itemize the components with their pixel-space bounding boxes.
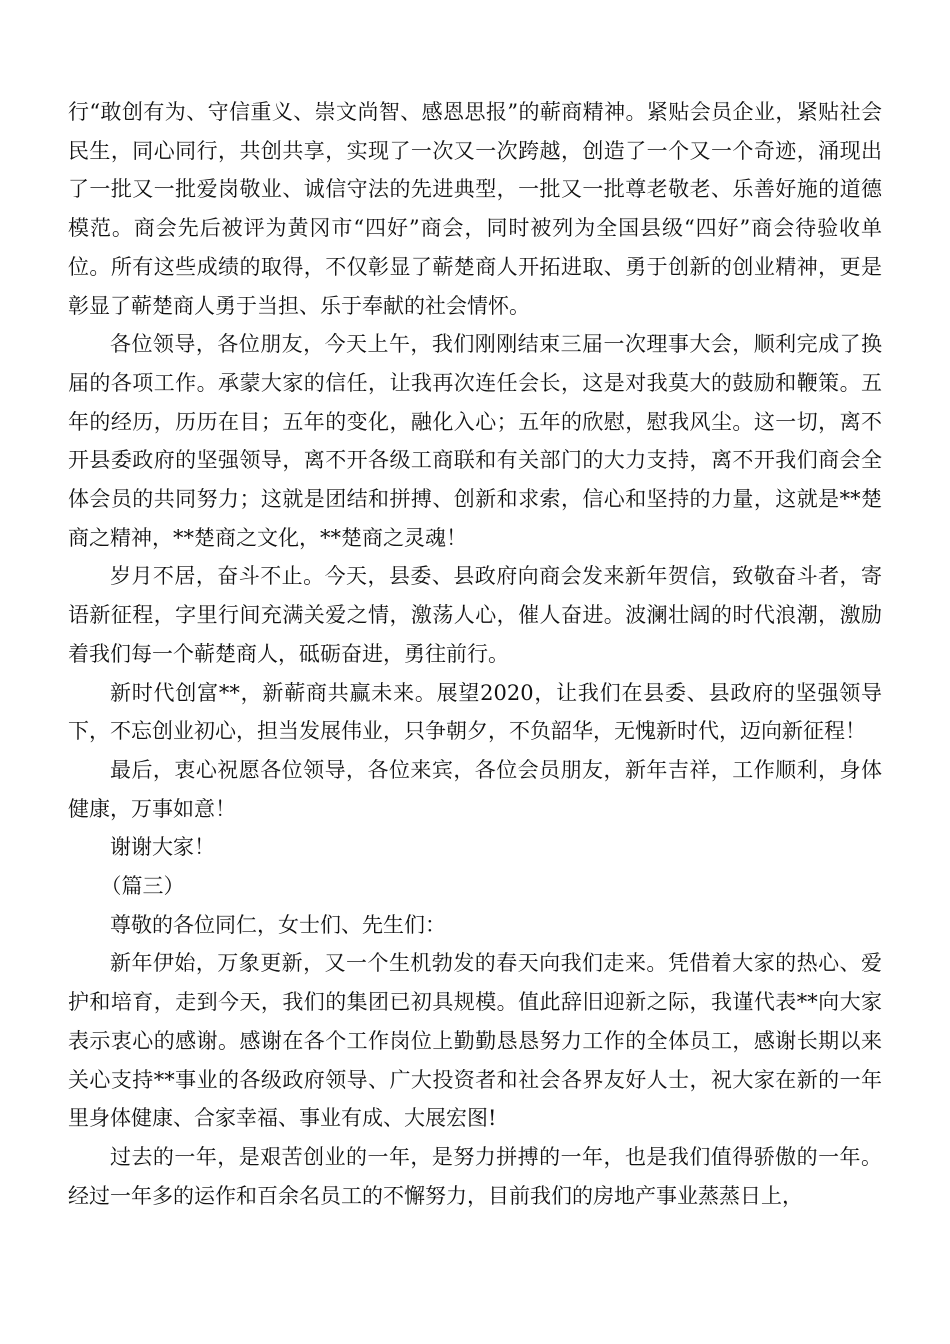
paragraph-thanks: 谢谢大家！ [110,835,215,860]
document-body [68,93,882,1215]
paragraph-salutation: 尊敬的各位同仁，女士们、先生们： [110,912,446,937]
paragraph-past-year: 过去的一年，是艰苦创业的一年，是努力拼搏的一年，也是我们值得骄傲的一年。经过一年多的运作和百余名员工的不懈努力，目前我们的房地产事业蒸蒸日上， [68,1144,882,1208]
paragraph-wishes: 最后，衷心祝愿各位领导，各位来宾，各位会员朋友，新年吉祥，工作顺利，身体健康，万事如意！ [68,757,882,821]
paragraph-new-era: 新时代创富**，新蕲商共赢未来。展望2020，让我们在县委、县政府的坚强领导下，不忘创业初心，担当发展伟业，只争朝夕，不负韶华，无愧新时代，迈向新征程！ [68,680,882,744]
paragraph-continued: 行“敢创有为、守信重义、崇文尚智、感恩思报”的蕲商精神。紧贴会员企业，紧贴社会民生，同心同行，共创共享，实现了一次又一次跨越，创造了一个又一个奇迹，涌现出了一批又一批爱岗敬业、诚信守法的先进典型，一批又一批尊老敬老、乐善好施的道德模范。商会先后被评为黄冈市“四好”商会，同时被列为全国县级“四好”商会待验收单位。所有这些成绩的取得，不仅彰显了蕲楚商人开拓进取、勇于创新的创业精神，更是彰显了蕲楚商人勇于当担、乐于奉献的社会情怀。 [68,100,882,318]
section-heading: （篇三） [100,874,185,899]
paragraph-new-year: 新年伊始，万象更新，又一个生机勃发的春天向我们走来。凭借着大家的热心、爱护和培育，走到今天，我们的集团已初具规模。值此辞旧迎新之际，我谨代表**向大家表示衷心的感谢。感谢在各个工作岗位上勤勤恳恳努力工作的全体员工，感谢长期以来关心支持**事业的各级政府领导、广大投资者和社会各界友好人士，祝大家在新的一年里身体健康、合家幸福、事业有成、大展宏图! [68,951,882,1131]
paragraph-years-struggle: 岁月不居，奋斗不止。今天，县委、县政府向商会发来新年贺信，致敬奋斗者，寄语新征程，字里行间充满关爱之情，激荡人心，催人奋进。波澜壮阔的时代浪潮，激励着我们每一个蕲楚商人，砥砺奋进，勇往前行。 [68,564,882,666]
paragraph-leaders-friends: 各位领导，各位朋友，今天上午，我们刚刚结束三届一次理事大会，顺利完成了换届的各项工作。承蒙大家的信任，让我再次连任会长，这是对我莫大的鼓励和鞭策。五年的经历，历历在目；五年的变化，融化入心；五年的欣慰，慰我风尘。这一切，离不开县委政府的坚强领导，离不开各级工商联和有关部门的大力支持，离不开我们商会全体会员的共同努力；这就是团结和拼搏、创新和求索，信心和坚持的力量，这就是**楚商之精神，**楚商之文化，**楚商之灵魂！ [68,332,882,550]
